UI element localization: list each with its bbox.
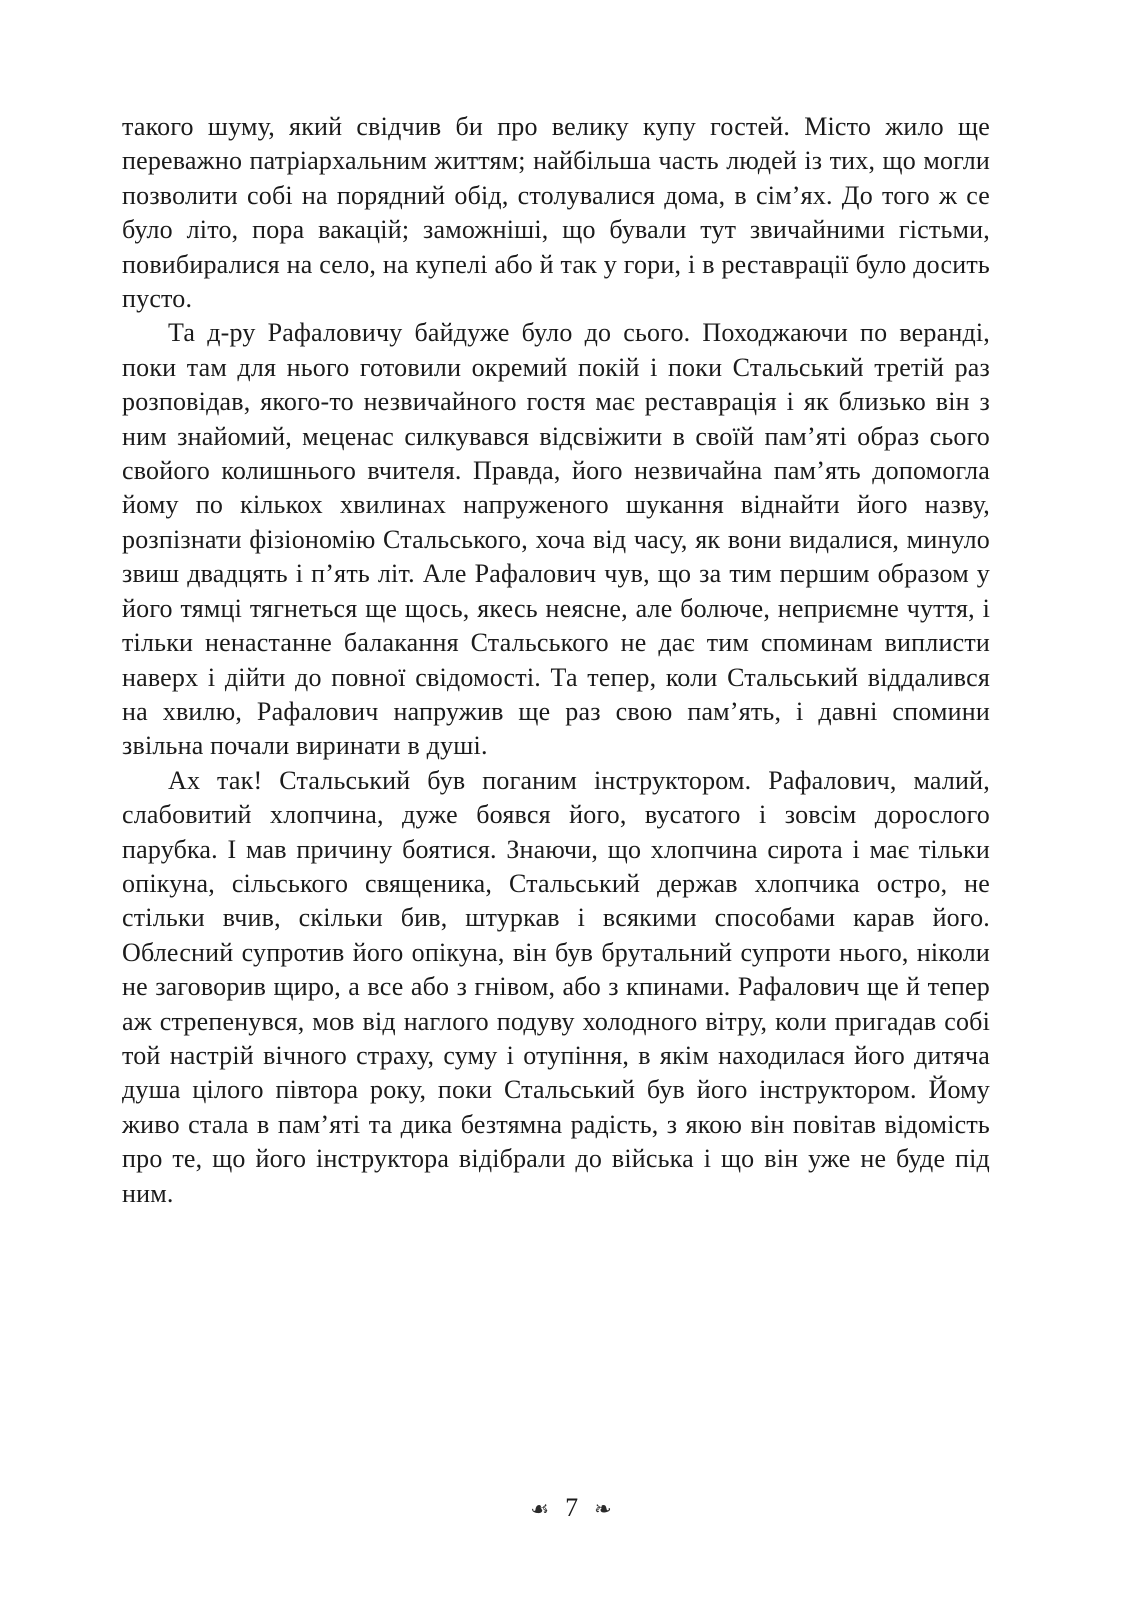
body-text xyxy=(122,110,990,1211)
paragraph: такого шуму, який свідчив би про велику купу гостей. Місто жило ще переважно патріархальним життям; найбільша часть людей із тих, що могли позволити собі на порядний обід, столувалися дома, в сім’ях. До того ж се було літо, пора вакацій; заможніші, що бували тут звичайними гістьми, повибиралися на село, на купелі або й так у гори, і в реставрації було досить пусто. xyxy=(122,112,990,314)
paragraph: Та д-ру Рафаловичу байдуже було до сього. Походжаючи по веранді, поки там для нього готовили окремий покій і поки Стальський третій раз розповідав, якого-то незвичайного гостя має реставрація і як близько він з ним знайомий, меценас силкувався відсвіжити в своїй пам’яті образ сього свойого колишнього вчителя. Правда, його незвичайна пам’ять допомогла йому по кількох хвилинах напруженого шукання віднайти його назву, розпізнати фізіономію Стальського, хоча від часу, як вони видалися, минуло звиш двадцять і п’ять літ. Але Рафалович чув, що за тим першим образом у його тямці тягнеться ще щось, якесь неясне, але болюче, неприємне чуття, і тільки ненастанне балакання Стальського не дає тим споминам виплисти наверх і дійти до повної свідомості. Та тепер, коли Стальський віддалився на хвилю, Рафалович напружив ще раз свою пам’ять, і давні спомини звільна почали виринати в душі. xyxy=(122,318,990,761)
page-number: 7 xyxy=(565,1493,579,1522)
page-footer xyxy=(0,1493,1142,1523)
paragraph: Ах так! Стальський був поганим інструктором. Рафалович, малий, слабовитий хлопчина, дуже боявся його, вусатого і зовсім дорослого парубка. І мав причину боятися. Знаючи, що хлопчина сирота і має тільки опікуна, сільського священика, Стальський держав хлопчика остро, не стільки вчив, скільки бив, штуркав і всякими способами карав його. Облесний супротив його опікуна, він був брутальний супроти нього, ніколи не заговорив щиро, а все або з гнівом, або з кпинами. Рафалович ще й тепер аж стрепенувся, мов від наглого подуву холодного вітру, коли пригадав собі той настрій вічного страху, суму і отупіння, в якім находилася його дитяча душа цілого півтора року, поки Стальський був його інструктором. Йому живо стала в пам’яті та дика безтямна радість, з якою він повітав відомість про те, що його інструктора відібрали до війська і що він уже не буде під ним. xyxy=(122,765,990,1208)
left-fleuron-icon: ☙ xyxy=(530,1496,550,1521)
right-fleuron-icon: ❧ xyxy=(594,1496,612,1521)
